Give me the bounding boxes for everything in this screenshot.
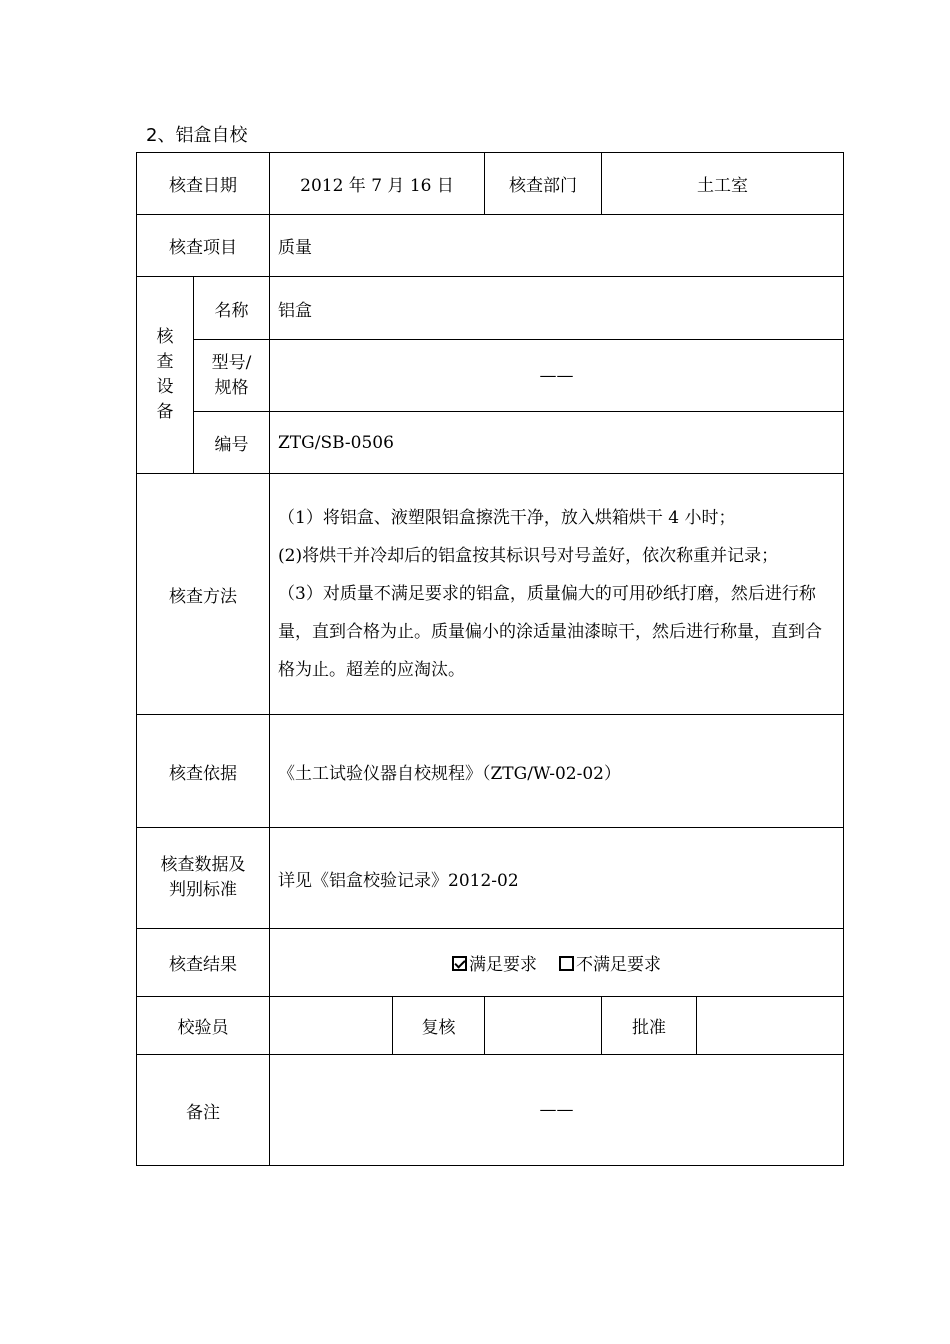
date-value: 2012 年 7 月 16 日	[270, 153, 485, 215]
dept-label: 核查部门	[485, 153, 602, 215]
data-label	[137, 828, 270, 929]
inspector-value[interactable]	[270, 997, 393, 1055]
number-value: ZTG/SB-0506	[270, 412, 844, 474]
equipment-label-char: 设	[156, 377, 174, 397]
row-remarks	[137, 1055, 844, 1166]
equipment-label-char: 查	[156, 352, 174, 372]
review-value[interactable]	[485, 997, 602, 1055]
option-label: 满足要求	[469, 955, 537, 975]
remarks-value: ——	[270, 1055, 844, 1166]
row-method	[137, 474, 844, 715]
model-label	[194, 340, 270, 412]
row-basis	[137, 715, 844, 828]
result-options	[270, 929, 844, 997]
model-value: ——	[270, 340, 844, 412]
date-label: 核查日期	[137, 153, 270, 215]
inspector-label: 校验员	[137, 997, 270, 1055]
model-label-line: 型号/	[211, 352, 252, 373]
review-label: 复核	[393, 997, 485, 1055]
row-equipment-number	[137, 412, 844, 474]
dept-value: 土工室	[602, 153, 844, 215]
calibration-form-table	[136, 152, 844, 1166]
name-label: 名称	[194, 277, 270, 340]
basis-value: 《土工试验仪器自校规程》（ZTG/W-02-02）	[270, 715, 844, 828]
basis-label: 核查依据	[137, 715, 270, 828]
equipment-label	[137, 277, 194, 474]
empty-box-icon	[559, 956, 574, 971]
item-label: 核查项目	[137, 215, 270, 277]
checked-box-icon	[452, 956, 467, 971]
method-content	[270, 474, 844, 715]
method-label: 核查方法	[137, 474, 270, 715]
remarks-label: 备注	[137, 1055, 270, 1166]
method-step: （1）将铝盒、液塑限铝盒擦洗干净，放入烘箱烘干 4 小时；	[278, 508, 736, 528]
checkbox-not-satisfied[interactable]	[559, 955, 661, 975]
approve-value[interactable]	[697, 997, 844, 1055]
row-equipment-model	[137, 340, 844, 412]
method-step: (2)将烘干并冷却后的铝盒按其标识号对号盖好，依次称重并记录；	[278, 546, 779, 566]
option-label: 不满足要求	[576, 955, 661, 975]
name-value: 铝盒	[270, 277, 844, 340]
equipment-label-char: 备	[156, 402, 174, 422]
row-date	[137, 153, 844, 215]
number-label: 编号	[194, 412, 270, 474]
method-step: （3）对质量不满足要求的铝盒，质量偏大的可用砂纸打磨，然后进行称量，直到合格为止。质量偏小的涂适量油漆晾干，然后进行称量，直到合格为止。超差的应淘汰。	[278, 584, 822, 680]
data-value: 详见《铝盒校验记录》2012-02	[270, 828, 844, 929]
checkbox-satisfied[interactable]	[452, 955, 537, 975]
row-data-criteria	[137, 828, 844, 929]
equipment-label-char: 核	[156, 327, 174, 347]
row-signatures	[137, 997, 844, 1055]
data-label-line: 核查数据及	[160, 855, 246, 875]
row-item	[137, 215, 844, 277]
model-label-line: 规格	[214, 377, 249, 398]
result-label: 核查结果	[137, 929, 270, 997]
item-value: 质量	[270, 215, 844, 277]
data-label-line: 判别标准	[169, 880, 237, 900]
approve-label: 批准	[602, 997, 697, 1055]
row-result	[137, 929, 844, 997]
row-equipment-name	[137, 277, 844, 340]
section-heading: 2、铝盒自校	[146, 125, 248, 146]
